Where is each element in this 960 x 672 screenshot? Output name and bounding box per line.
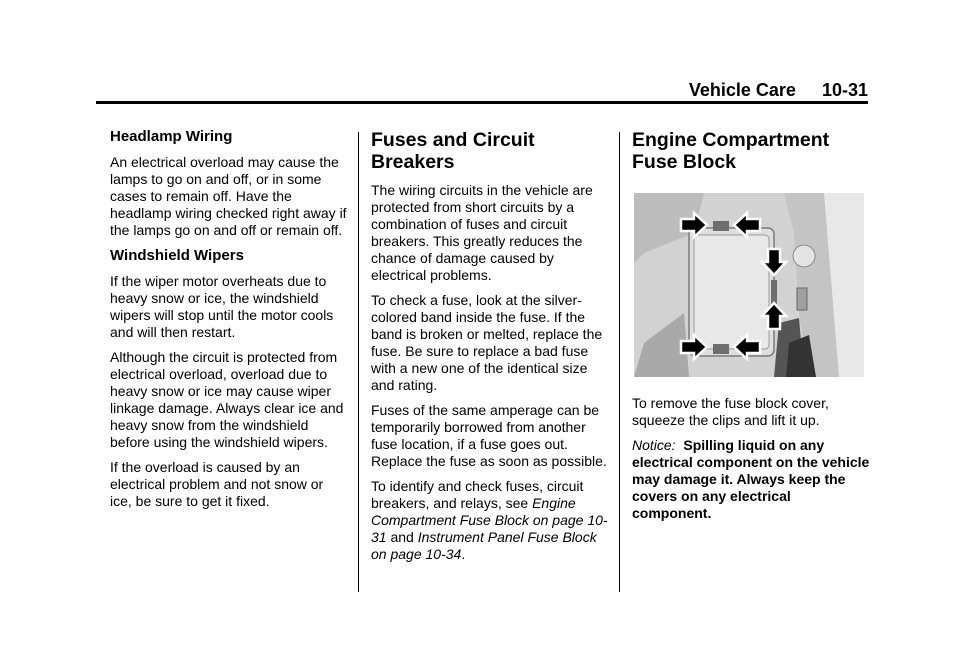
fuses-heading	[371, 129, 609, 173]
fuses-p4-text: To identify and check fuses, circuit breakers, and relays, see	[371, 478, 584, 511]
instrument-panel-fuse-link[interactable]: Instrument Panel Fuse Block on page 10-34	[371, 529, 597, 562]
remove-cover-instruction: To remove the fuse block cover, squeeze the clips and lift it up.	[632, 395, 829, 428]
page-number: 10-31	[821, 80, 868, 100]
column-divider	[619, 132, 620, 592]
column-right	[632, 129, 872, 181]
fuse-block-photo	[634, 193, 864, 377]
section-title: Vehicle Care	[688, 80, 796, 100]
notice-label: Notice:	[632, 437, 676, 453]
fuse-block-illustration	[634, 193, 864, 377]
windshield-wipers-heading: Windshield Wipers	[110, 247, 244, 264]
fuse-block-caption	[632, 395, 872, 530]
notice-block	[632, 437, 872, 522]
notice-text: Spilling liquid on any electrical component on the vehicle may damage it. Always keep the covers on any electrical component.	[632, 437, 870, 521]
headlamp-wiring-heading: Headlamp Wiring	[110, 128, 233, 145]
headlamp-wiring-text: An electrical overload may cause the lamps to go on and off, or in some cases to remain off. Have the headlamp wiring checked right away if the lamps go on and off or remain off.	[110, 154, 347, 238]
fuses-heading-line2: Breakers	[371, 151, 455, 173]
page-header	[689, 80, 868, 101]
wipers-paragraph-2: Although the circuit is protected from electrical overload, overload due to heavy snow or ice may cause wiper linkage damage. Always clear ice and heavy snow from the windshield before using the windshield wipers.	[110, 349, 344, 450]
header-rule	[96, 101, 868, 104]
engine-heading-line2: Fuse Block	[632, 151, 737, 173]
fuses-paragraph-3: Fuses of the same amperage can be temporarily borrowed from another fuse location, if a fuse goes out. Replace the fuse as soon as possible.	[371, 402, 607, 469]
fuses-heading-line1: Fuses and Circuit	[371, 129, 535, 151]
column-divider	[358, 132, 359, 592]
engine-heading-line1: Engine Compartment	[632, 129, 830, 151]
fuses-paragraph-1: The wiring circuits in the vehicle are protected from short circuits by a combination of fuses and circuit breakers. This greatly reduces the chance of damage caused by electrical problems.	[371, 182, 593, 283]
wipers-paragraph-3: If the overload is caused by an electrical problem and not snow or ice, be sure to get it fixed.	[110, 459, 324, 509]
fuses-p4-end: .	[461, 546, 466, 562]
fuses-p4-and: and	[386, 529, 418, 545]
column-left	[110, 128, 348, 518]
wipers-paragraph-1: If the wiper motor overheats due to heavy snow or ice, the windshield wipers will stop until the motor cools and will then restart.	[110, 273, 334, 340]
fuses-paragraph-4	[371, 478, 609, 563]
engine-fuse-block-link[interactable]: Engine Compartment Fuse Block on page 10-31	[371, 495, 608, 545]
column-middle	[371, 129, 609, 571]
fuses-paragraph-2: To check a fuse, look at the silver-colored band inside the fuse. If the band is broken or melted, replace the fuse. Be sure to replace a bad fuse with a new one of the identical size and rating.	[371, 292, 603, 393]
engine-fuse-heading	[632, 129, 872, 173]
